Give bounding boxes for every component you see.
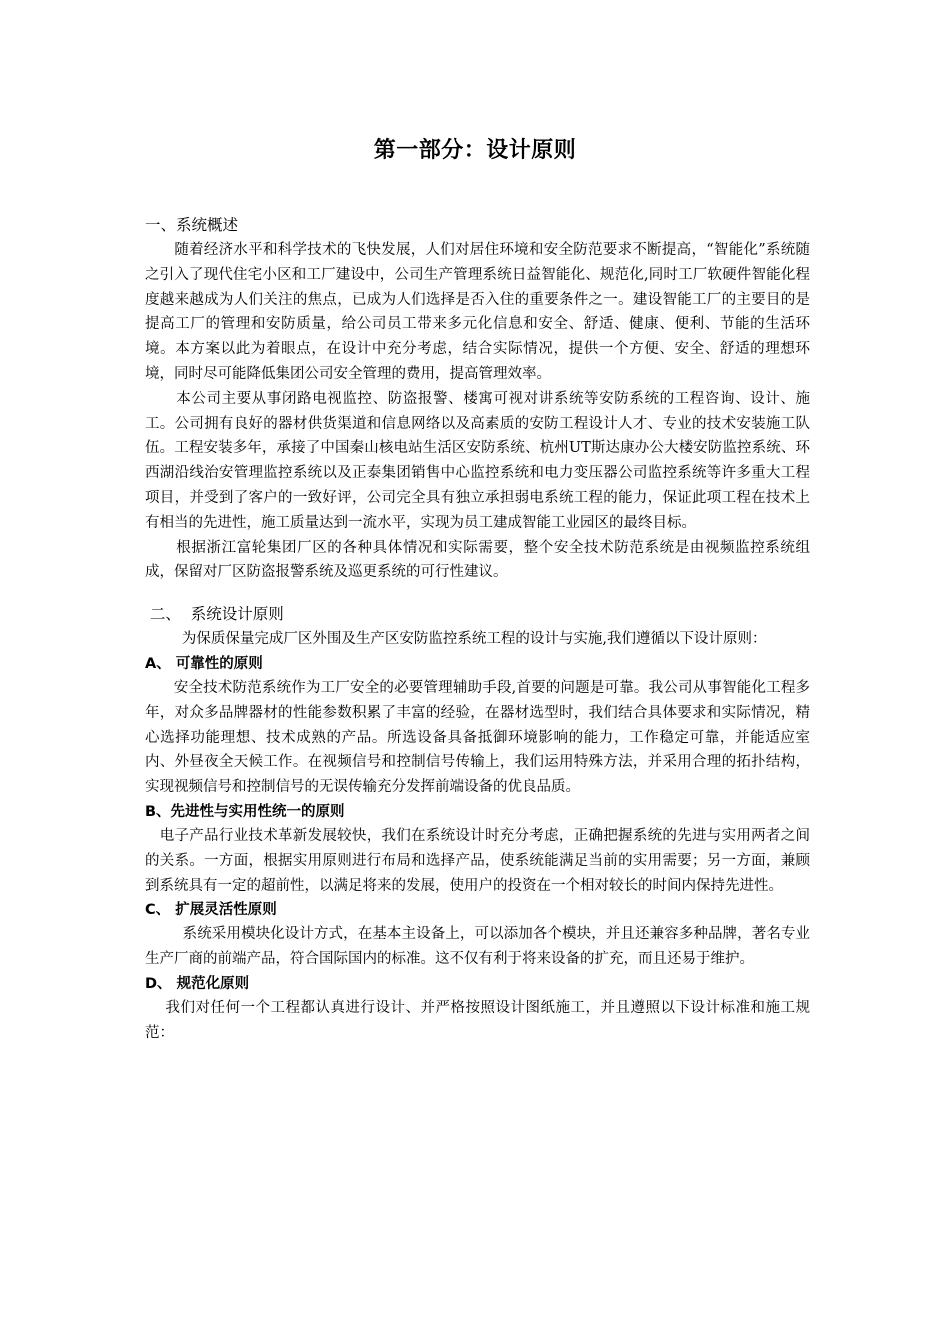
principle-text-advanced-practical: 电子产品行业技术革新发展较快，我们在系统设计时充分考虑，正确把握系统的先进与实用两者之间的关系。一方面，根据实用原则进行布局和选择产品，使系统能满足当前的实用需要；另一方面，兼顾到系统具有一定的超前性，以满足将来的发展，使用户的投资在一个相对较长的时间内保持先进性。 <box>145 827 810 894</box>
principle-text-flexibility: 系统采用模块化设计方式，在基本主设备上，可以添加各个模块，并且还兼容多种品牌，著名专业生产厂商的前端产品，符合国际国内的标准。这不仅有利于将来设备的扩充，而且还易于维护。 <box>145 926 811 968</box>
principle-heading-flexibility: C、 扩展灵活性原则 <box>145 902 277 919</box>
section-heading-design-principles: 二、 系统设计原则 <box>145 605 284 624</box>
principle-heading-advanced-practical: B、先进性与实用性统一的原则 <box>145 803 345 820</box>
page-title: 第一部分：设计原则 <box>373 138 577 163</box>
principle-text-standardization: 我们对任何一个工程都认真进行设计、并严格按照设计图纸施工，并且遵照以下设计标准和施工规范： <box>145 999 811 1041</box>
principle-text-reliability: 安全技术防范系统作为工厂安全的必要管理辅助手段,首要的问题是可靠。我公司从事智能化工程多年，对众多品牌器材的性能参数积累了丰富的经验，在器材选型时，我们结合具体要求和实际情况，精心选择功能理想、技术成熟的产品。所选设备具备抵御环境影响的能力，工作稳定可靠，并能适应室内、外昼夜全天候工作。在视频信号和控制信号传输上，我们运用特殊方法，并采用合理的拓扑结构，实现视频信号和控制信号的无误传输充分发挥前端设备的优良品质。 <box>145 679 811 796</box>
section-heading-overview: 一、系统概述 <box>145 216 239 234</box>
principle-heading-reliability: A、 可靠性的原则 <box>145 655 263 672</box>
principle-heading-standardization: D、 规范化原则 <box>145 975 250 992</box>
section-spacer <box>145 585 810 601</box>
design-principles-intro: 为保质保量完成厂区外围及生产区安防监控系统工程的设计与实施,我们遵循以下设计原则： <box>145 631 767 648</box>
overview-paragraph-2: 本公司主要从事闭路电视监控、防盗报警、楼寓可视对讲系统等安防系统的工程咨询、设计、施工。公司拥有良好的器材供货渠道和信息网络以及高素质的安防工程设计人才、专业的技术安装施工队伍。工程安装多年，承接了中国秦山核电站生活区安防系统、杭州UT斯达康办公大楼安防监控系统、环西湖沿线治安管理监控系统以及正泰集团销售中心监控系统和电力变压器公司监控系统等许多重大工程项目，并受到了客户的一致好评，公司完全具有独立承担弱电系统工程的能力，保证此项工程在技术上有相当的先进性，施工质量达到一流水平，实现为员工建成智能工业园区的最终目标。 <box>145 390 811 531</box>
document-body <box>145 212 810 1046</box>
overview-paragraph-1: 随着经济水平和科学技术的飞快发展，人们对居住环境和安全防范要求不断提高，“智能化”系统随之引入了现代住宅小区和工厂建设中，公司生产管理系统日益智能化、规范化,同时工厂软硬件智能化程度越来越成为人们关注的焦点，已成为人们选择是否入住的重要条件之一。建设智能工厂的主要目的是提高工厂的管理和安防质量，给公司员工带来多元化信息和安全、舒适、健康、便利、节能的生活环境。本方案以此为着眼点，在设计中充分考虑，结合实际情况，提供一个方便、安全、舒适的理想环境，同时尽可能降低集团公司安全管理的费用，提高管理效率。 <box>145 242 810 382</box>
overview-paragraph-3: 根据浙江富轮集团厂区的各种具体情况和实际需要，整个安全技术防范系统是由视频监控系统组成，保留对厂区防盗报警系统及巡更系统的可行性建议。 <box>145 539 811 581</box>
